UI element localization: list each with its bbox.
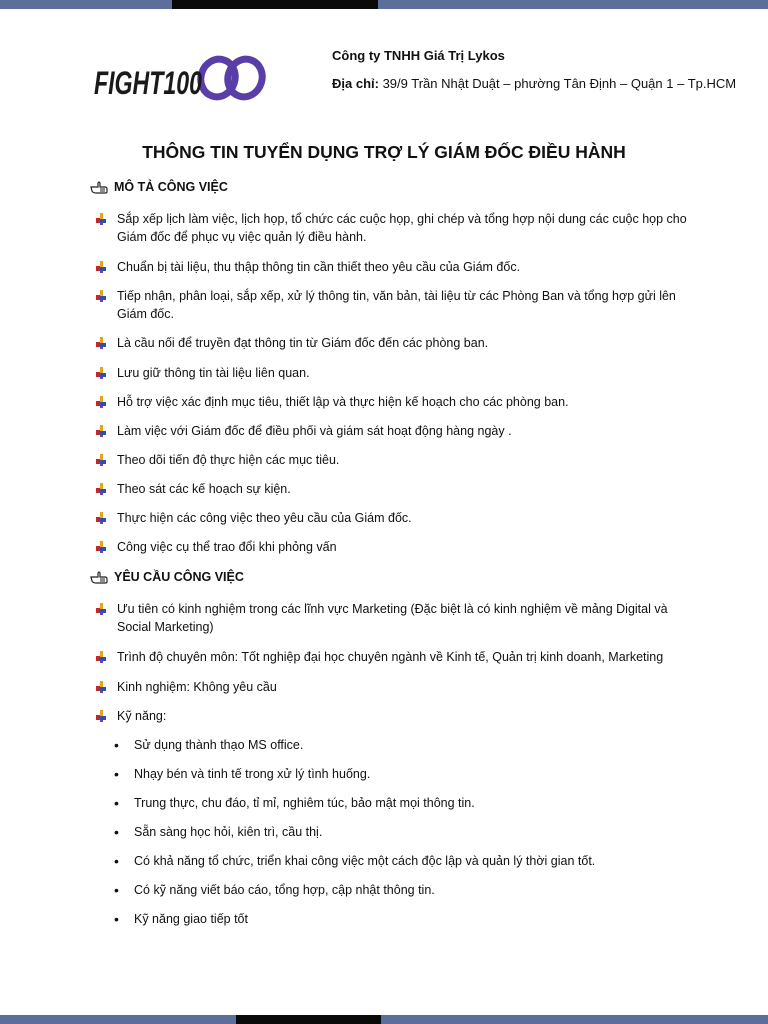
list-item-text: Theo sát các kế hoạch sự kiện.	[117, 482, 291, 496]
list-item	[94, 258, 694, 276]
list-item	[94, 480, 694, 498]
list-item	[94, 538, 694, 556]
list-item	[94, 600, 694, 636]
list-item	[94, 287, 694, 323]
multicolor-bullet-icon	[94, 511, 108, 525]
list-item-text: Làm việc với Giám đốc để điều phối và giám sát hoạt động hàng ngày .	[117, 424, 512, 438]
skill-item-text: Trung thực, chu đáo, tỉ mỉ, nghiêm túc, bảo mật mọi thông tin.	[134, 796, 475, 810]
section-heading	[90, 570, 244, 584]
multicolor-bullet-icon	[94, 602, 108, 616]
list-item	[94, 678, 694, 696]
skill-item	[114, 736, 303, 754]
list-item	[94, 334, 694, 352]
multicolor-bullet-icon	[94, 336, 108, 350]
dot-bullet: •	[114, 737, 119, 753]
logo-rings	[196, 55, 267, 102]
list-item-text: Thực hiện các công việc theo yêu cầu của Giám đốc.	[117, 511, 412, 525]
list-item-text: Công việc cụ thể trao đổi khi phỏng vấn	[117, 540, 337, 554]
multicolor-bullet-icon	[94, 482, 108, 496]
list-item-text: Kỹ năng:	[117, 709, 167, 723]
multicolor-bullet-icon	[94, 540, 108, 554]
top-border-bar	[0, 0, 768, 9]
dot-bullet: •	[114, 853, 119, 869]
multicolor-bullet-icon	[94, 395, 108, 409]
list-item-text: Là cầu nối để truyền đạt thông tin từ Giám đốc đến các phòng ban.	[117, 336, 489, 350]
multicolor-bullet-icon	[94, 212, 108, 226]
bottom-border-accent	[236, 1015, 381, 1024]
list-item	[94, 648, 694, 666]
company-address	[332, 76, 736, 91]
dot-bullet: •	[114, 882, 119, 898]
list-item-text: Kinh nghiệm: Không yêu cầu	[117, 680, 277, 694]
list-item	[94, 509, 694, 527]
list-item-text: Ưu tiên có kinh nghiệm trong các lĩnh vực Marketing (Đặc biệt là có kinh nghiệm về mảng Digital và Social Marketing)	[117, 602, 668, 634]
skill-item	[114, 765, 370, 783]
pointing-hand-icon	[90, 570, 108, 584]
company-name: Công ty TNHH Giá Trị Lykos	[332, 48, 505, 63]
list-item-text: Tiếp nhận, phân loại, sắp xếp, xử lý thông tin, văn bản, tài liệu từ các Phòng Ban và tổng hợp gửi lên Giám đốc.	[117, 289, 676, 321]
multicolor-bullet-icon	[94, 709, 108, 723]
multicolor-bullet-icon	[94, 289, 108, 303]
dot-bullet: •	[114, 795, 119, 811]
pointing-hand-icon	[90, 180, 108, 194]
top-border-accent	[172, 0, 378, 9]
address-value: 39/9 Trần Nhật Duật – phường Tân Định – Quận 1 – Tp.HCM	[378, 76, 737, 91]
dot-bullet: •	[114, 766, 119, 782]
list-item	[94, 364, 694, 382]
multicolor-bullet-icon	[94, 453, 108, 467]
skill-item	[114, 910, 248, 928]
list-item-text: Sắp xếp lịch làm việc, lịch họp, tổ chức các cuộc họp, ghi chép và tổng hợp nội dung các cuộc họp cho Giám đốc để phục vụ việc quản lý điều hành.	[117, 212, 687, 244]
skill-item-text: Nhạy bén và tinh tế trong xử lý tình huống.	[134, 767, 371, 781]
section-heading-text: MÔ TẢ CÔNG VIỆC	[114, 180, 228, 194]
list-item	[94, 707, 694, 725]
dot-bullet: •	[114, 824, 119, 840]
skill-item	[114, 881, 435, 899]
multicolor-bullet-icon	[94, 260, 108, 274]
list-item-text: Theo dõi tiến độ thực hiện các mục tiêu.	[117, 453, 340, 467]
multicolor-bullet-icon	[94, 650, 108, 664]
multicolor-bullet-icon	[94, 680, 108, 694]
fight100-logo	[92, 54, 268, 102]
skill-item	[114, 852, 595, 870]
list-item	[94, 422, 694, 440]
section-heading	[90, 180, 228, 194]
skill-item-text: Có kỹ năng viết báo cáo, tổng hợp, cập nhật thông tin.	[134, 883, 435, 897]
skill-item	[114, 794, 475, 812]
skill-item-text: Sử dụng thành thạo MS office.	[134, 738, 304, 752]
section-heading-text: YÊU CẦU CÔNG VIỆC	[114, 570, 244, 584]
skill-item-text: Kỹ năng giao tiếp tốt	[134, 912, 248, 926]
list-item-text: Hỗ trợ việc xác định mục tiêu, thiết lập và thực hiện kế hoạch cho các phòng ban.	[117, 395, 569, 409]
skill-item-text: Sẵn sàng học hỏi, kiên trì, cầu thị.	[134, 825, 323, 839]
document-title: THÔNG TIN TUYỂN DỤNG TRỢ LÝ GIÁM ĐỐC ĐIỀU HÀNH	[142, 142, 626, 162]
dot-bullet: •	[114, 911, 119, 927]
list-item	[94, 210, 694, 246]
multicolor-bullet-icon	[94, 366, 108, 380]
list-item-text: Lưu giữ thông tin tài liệu liên quan.	[117, 366, 310, 380]
list-item	[94, 393, 694, 411]
skill-item	[114, 823, 322, 841]
address-label: Địa chỉ:	[332, 76, 379, 91]
list-item-text: Chuẩn bị tài liệu, thu thập thông tin cần thiết theo yêu cầu của Giám đốc.	[117, 260, 521, 274]
skill-item-text: Có khả năng tổ chức, triển khai công việc một cách độc lập và quản lý thời gian tốt.	[134, 854, 596, 868]
multicolor-bullet-icon	[94, 424, 108, 438]
bottom-border-bar	[0, 1015, 768, 1024]
list-item	[94, 451, 694, 469]
logo-text: FIGHT100	[94, 65, 203, 101]
list-item-text: Trình độ chuyên môn: Tốt nghiệp đại học chuyên ngành về Kinh tế, Quản trị kinh doanh, Marketing	[117, 650, 664, 664]
